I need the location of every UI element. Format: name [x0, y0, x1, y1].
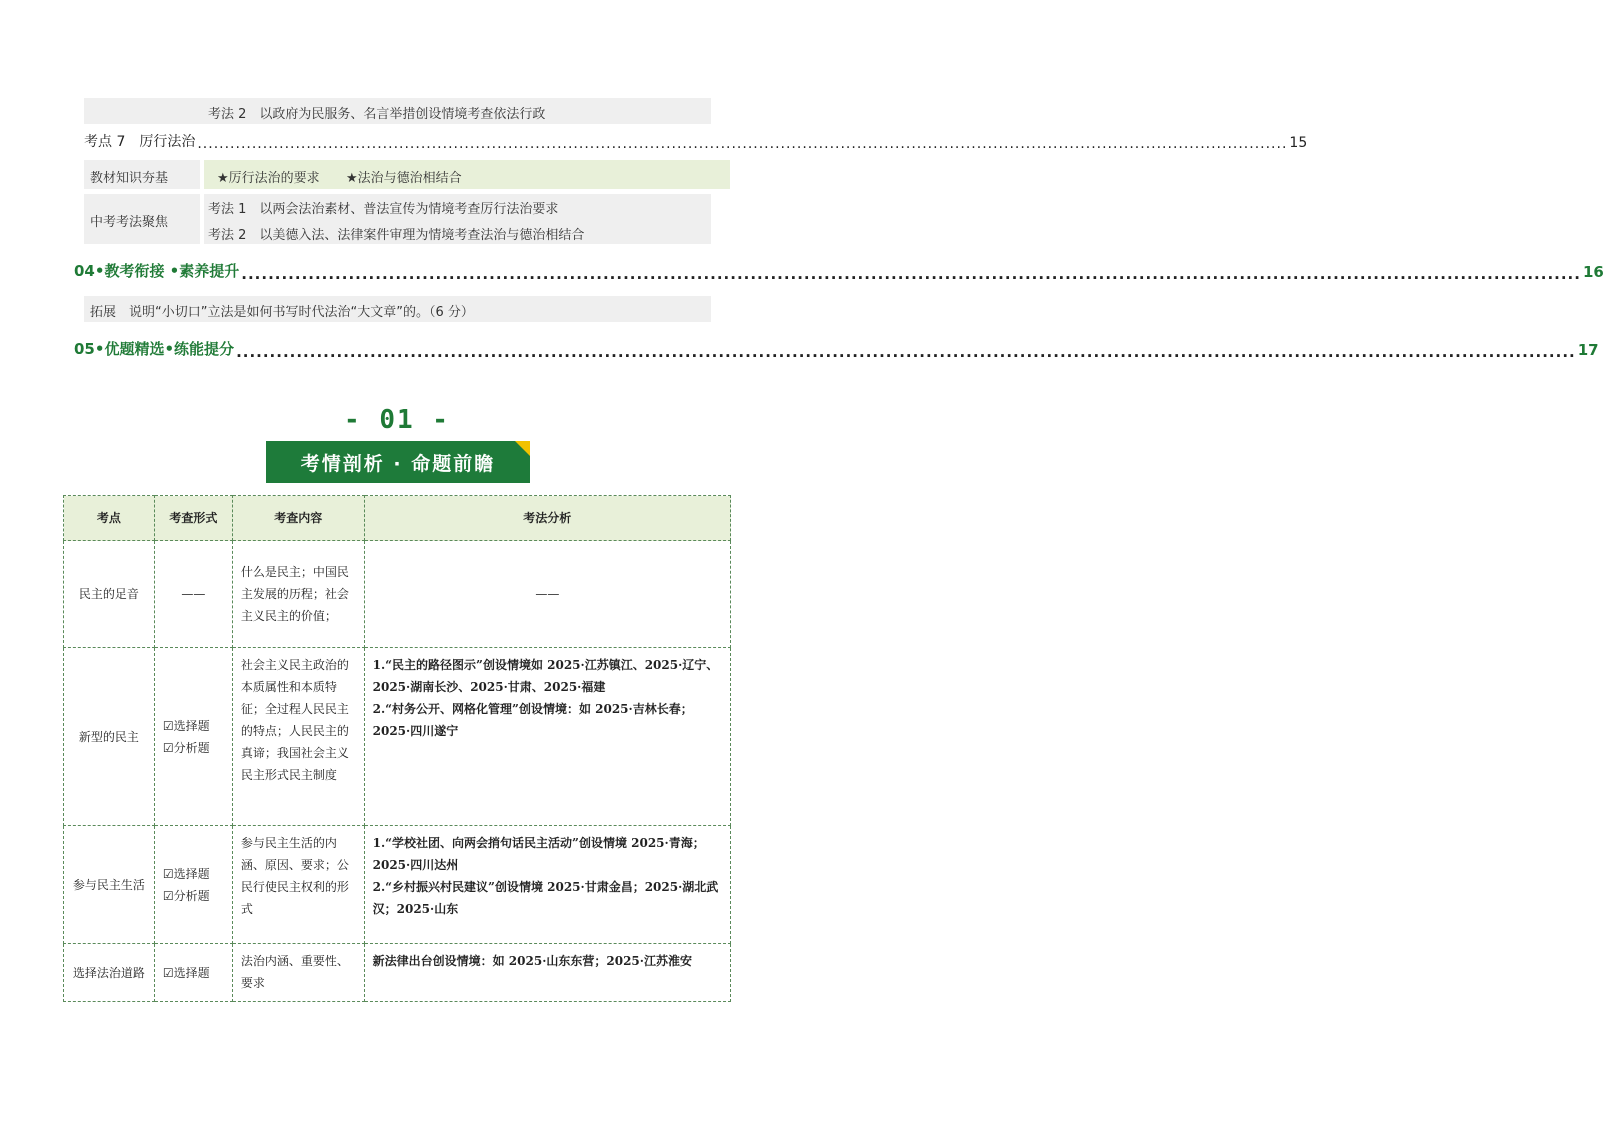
row-forms [154, 944, 232, 1002]
section-banner: 考情剖析 · 命题前瞻 [266, 441, 530, 483]
toc-jiaocai-label: 教材知识夯基 [90, 171, 169, 186]
toc-sec05-page: 17 [1577, 341, 1599, 359]
form-choice: ☑选择题 [162, 718, 210, 733]
row-analysis-dash: —— [364, 541, 730, 648]
header-kaodian: 考点 [64, 496, 155, 541]
row-point: 选择法治道路 [64, 944, 155, 1002]
section-number: - 01 - [344, 405, 450, 435]
row-forms [154, 826, 232, 944]
toc-zhongkao-label: 中考考法聚焦 [90, 215, 169, 230]
toc-sec04-line[interactable] [74, 261, 1604, 283]
row-content: 法治内涵、重要性、要求 [232, 944, 364, 1002]
toc-sec05-line[interactable] [74, 339, 1599, 361]
row-forms [154, 648, 232, 826]
header-form: 考查形式 [154, 496, 232, 541]
row-point: 参与民主生活 [64, 826, 155, 944]
table-row [64, 944, 731, 1002]
form-choice: ☑选择题 [162, 965, 210, 980]
toc-zhongkao-item-1[interactable]: 考法 1 以两会法治素材、普法宣传为情境考查厉行法治要求 [208, 202, 559, 217]
form-choice: ☑选择题 [162, 866, 210, 881]
row-point: 民主的足音 [64, 541, 155, 648]
table-row [64, 826, 731, 944]
form-analysis: ☑分析题 [162, 740, 210, 755]
toc-kaodian7-label: 考点 7 厉行法治 [84, 134, 196, 150]
analysis-item: 1.“学校社团、向两会捎句话民主活动”创设情境 2025·青海；2025·四川达州 [372, 836, 705, 872]
toc-sec05-label: 05•优题精选•练能提分 [74, 340, 235, 358]
analysis-item: 2.“乡村振兴村民建议”创设情境 2025·甘肃金昌；2025·湖北武汉；2025·山东 [372, 880, 719, 916]
row-point: 新型的民主 [64, 648, 155, 826]
analysis-item: 1.“民主的路径图示”创设情境如 2025·江苏镇江、2025·辽宁、2025·湖南长沙、2025·甘肃、2025·福建 [372, 658, 719, 694]
table-header-row [64, 496, 731, 541]
row-form-dash: —— [154, 541, 232, 648]
toc-dots: ........................................................................................................................................................................................................ [236, 343, 1576, 361]
row-content: 参与民主生活的内涵、原因、要求；公民行使民主权利的形式 [232, 826, 364, 944]
row-content: 社会主义民主政治的本质属性和本质特征；全过程人民民主的特点；人民民主的真谛；我国社会主义民主形式民主制度 [232, 648, 364, 826]
banner-corner-decoration [515, 441, 530, 456]
row-analysis [364, 826, 730, 944]
analysis-item: 新法律出台创设情境：如 2025·山东东营；2025·江苏淮安 [372, 954, 692, 968]
table-row [64, 541, 731, 648]
row-content: 什么是民主；中国民主发展的历程；社会主义民主的价值； [232, 541, 364, 648]
toc-sec04-page: 16 [1582, 263, 1604, 281]
row-analysis [364, 648, 730, 826]
toc-kaodian7-page: 15 [1289, 135, 1308, 151]
header-analysis: 考法分析 [364, 496, 730, 541]
toc-jiaocai-item-1[interactable]: ★厉行法治的要求 [217, 171, 320, 186]
toc-jiaocai-item-2[interactable]: ★法治与德治相结合 [346, 171, 462, 186]
form-analysis: ☑分析题 [162, 888, 210, 903]
header-content: 考查内容 [232, 496, 364, 541]
analysis-table [63, 495, 731, 1002]
toc-zhongkao-item-2[interactable]: 考法 2 以美德入法、法律案件审理为情境考查法治与德治相结合 [208, 228, 585, 243]
toc-sec04-label: 04•教考衔接 •素养提升 [74, 262, 240, 280]
toc-kaodian7-line[interactable] [84, 131, 1308, 152]
table-row [64, 648, 731, 826]
toc-tuozhan[interactable]: 拓展 说明“小切口”立法是如何书写时代法治“大文章”的。（6 分） [90, 305, 474, 320]
toc-dots: ........................................................................................................................................................................................................ [197, 136, 1288, 152]
row-analysis [364, 944, 730, 1002]
toc-dots: ........................................................................................................................................................................................................ [241, 265, 1581, 283]
toc-kaofa-row[interactable]: 考法 2 以政府为民服务、名言举措创设情境考查依法行政 [208, 107, 546, 122]
analysis-item: 2.“村务公开、网格化管理”创设情境：如 2025·吉林长春；2025·四川遂宁 [372, 702, 693, 738]
